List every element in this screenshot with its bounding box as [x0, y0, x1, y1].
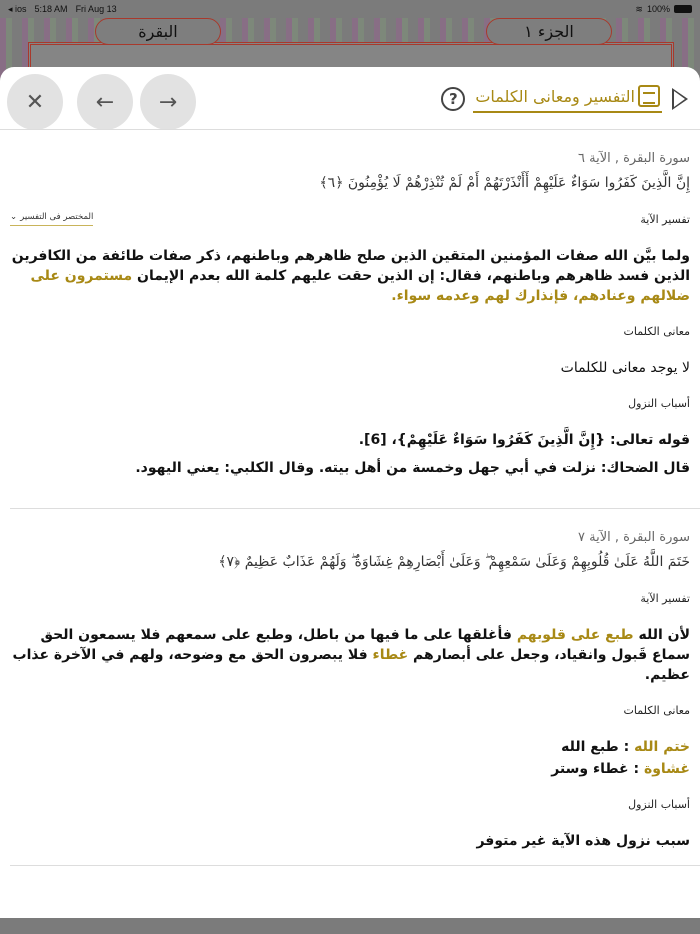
next-button[interactable] [140, 74, 196, 130]
juz-badge: الجزء ١ [486, 18, 612, 45]
battery-level: 100% [646, 4, 670, 14]
tafsir-highlight: غطاء [372, 647, 409, 663]
asbab-label: أسباب النزول [628, 397, 690, 410]
verse-ref: سورة البقرة , الآية ٦ [577, 151, 690, 166]
word: غشاوة [643, 761, 690, 777]
battery-icon [674, 5, 692, 13]
surah-name-badge: البقرة [95, 18, 221, 45]
header-bar [441, 85, 690, 113]
date: Fri Aug 13 [75, 3, 117, 14]
tafsir-plain: فلا يبصرون الحق مع وضوحه، ولهم في الآخرة عذاب عظيم. [12, 647, 690, 683]
verse-text: خَتَمَ اللَّهُ عَلَىٰ قُلُوبِهِمْ وَعَلَىٰ سَمْعِهِمْ ۖ وَعَلَىٰ أَبْصَارِهِمْ غِشَاوَةٌ ۖ وَلَهُمْ عَذَابٌ عَظِيمٌ ﴿٧﴾ [218, 554, 690, 570]
status-bar [0, 0, 700, 18]
asbab-line: قوله تعالى: {إِنَّ الَّذِينَ كَفَرُوا سَوَاءٌ عَلَيْهِمْ}، [6]. [358, 432, 690, 448]
verse-section [0, 529, 700, 851]
tafsir-plain: لأن الله [633, 627, 690, 643]
asbab-empty: سبب نزول هذه الآية غير متوفر [476, 833, 690, 849]
meanings-label: معانى الكلمات [623, 325, 690, 338]
close-icon: ✕ [25, 89, 45, 115]
chevron-down-icon: ⌄ [10, 212, 18, 222]
asbab-label: أسباب النزول [628, 798, 690, 811]
back-to-app[interactable]: ◂ ios [8, 3, 27, 14]
verse-text: إِنَّ الَّذِينَ كَفَرُوا سَوَاءٌ عَلَيْهِمْ أَأَنْذَرْتَهُمْ أَمْ لَمْ تُنْذِرْهُمْ لَا يُؤْمِنُونَ ﴿٦﴾ [319, 175, 690, 191]
tafsir-plain: فأغلقها على ما فيها من باطل، وطبع على سمعهم فلا يسمعون الحق سماع قَبول وانقياد، وجعل على أبصارهم [40, 627, 690, 663]
word-meaning [10, 759, 690, 779]
meaning: : طبع الله [561, 739, 635, 755]
verse-ref: سورة البقرة , الآية ٧ [577, 530, 690, 545]
wifi-icon: ≋ [635, 3, 643, 14]
arrow-left-icon: ← [95, 89, 115, 115]
asbab-line: قال الضحاك: نزلت في أبي جهل وخمسة من أهل بيته. وقال الكلبي: يعني اليهود. [135, 460, 690, 476]
meaning: : غطاء وستر [551, 761, 644, 777]
meanings-empty: لا يوجد معانى للكلمات [560, 360, 690, 376]
tab-title: التفسير ومعانى الكلمات [475, 86, 635, 106]
tafsir-text [10, 246, 690, 306]
word-meaning [10, 737, 690, 757]
word: ختم الله [634, 739, 690, 755]
close-button[interactable] [7, 74, 63, 130]
document-icon [638, 85, 660, 107]
help-button[interactable] [441, 87, 465, 111]
tab-tafsir[interactable] [473, 85, 662, 113]
tafsir-source-dropdown[interactable] [10, 212, 93, 226]
play-icon[interactable] [670, 87, 690, 111]
tafsir-label: تفسير الآية [640, 213, 690, 226]
tafsir-plain: ولما بيَّن الله صفات المؤمنين المتقين الذين صلح ظاهرهم وباطنهم، ذكر صفات طائفة من الكافرين الذين فسد ظاهرهم وباطنهم، فقال: إن الذين حقت عليهم كلمة الله بعدم الإيمان [11, 248, 690, 284]
tafsir-sheet [0, 67, 700, 918]
dropdown-value: المختصر فى التفسير [20, 212, 94, 222]
question-icon: ? [448, 90, 458, 108]
meanings-label: معانى الكلمات [623, 704, 690, 717]
tafsir-content [0, 129, 700, 866]
verse-section [0, 150, 700, 478]
tafsir-highlight: مستمرون على ضلالهم وعنادهم، فإنذارك لهم وعدمه سواء. [30, 268, 690, 304]
previous-button[interactable] [77, 74, 133, 130]
arrow-right-icon: → [158, 89, 178, 115]
tafsir-text [10, 625, 690, 685]
tafsir-label: تفسير الآية [640, 592, 690, 605]
time: 5:18 AM [34, 3, 68, 14]
bottom-bar [0, 918, 700, 934]
tafsir-highlight: طبع على قلوبهم [516, 627, 634, 643]
